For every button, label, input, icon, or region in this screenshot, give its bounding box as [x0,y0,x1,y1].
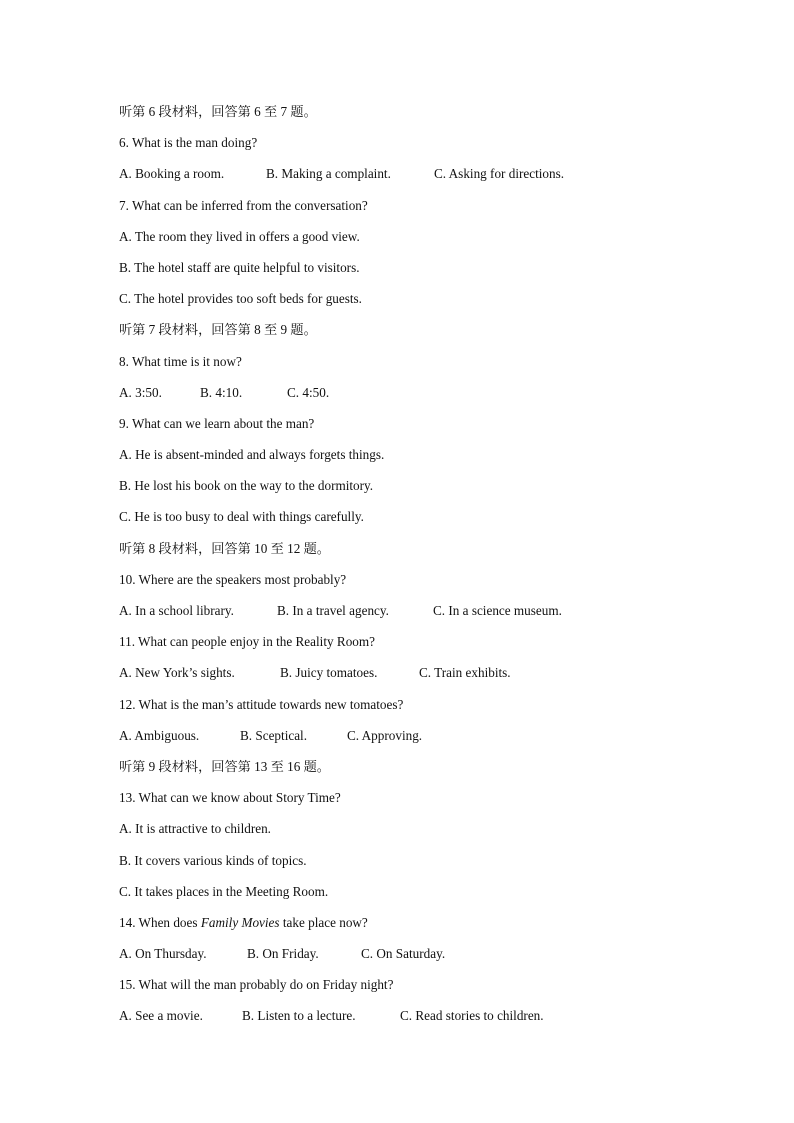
option-a[interactable]: A. The room they lived in offers a good view. [119,228,360,244]
question-14-prefix: 14. When does [119,914,201,930]
question-12: 12. What is the man’s attitude towards new tomatoes? [119,696,404,712]
question-9: 9. What can we learn about the man? [119,415,315,431]
question-12-options [119,726,739,757]
question-15: 15. What will the man probably do on Friday night? [119,977,394,993]
section-header: 听第 6 段材料，回答第 6 至 7 题。 [119,104,317,119]
option-b[interactable]: B. It covers various kinds of topics. [119,852,307,868]
option-a[interactable]: A. New York’s sights. [119,665,235,681]
question-8: 8. What time is it now? [119,353,242,369]
option-c[interactable]: C. Read stories to children. [400,1008,544,1024]
option-b[interactable]: B. On Friday. [247,946,319,962]
question-14-suffix: take place now? [279,914,368,930]
question-13: 13. What can we know about Story Time? [119,790,341,806]
option-a[interactable]: A. Booking a room. [119,166,225,182]
section-header: 听第 8 段材料，回答第 10 至 12 题。 [119,540,330,556]
option-a[interactable]: A. See a movie. [119,1008,203,1024]
option-c[interactable]: C. Approving. [347,727,423,743]
option-a[interactable]: A. In a school library. [119,603,234,618]
option-c[interactable]: C. He is too busy to deal with things carefully. [119,509,364,525]
option-a[interactable]: A. 3:50. [119,384,162,400]
option-c[interactable]: C. The hotel provides too soft beds for guests. [119,291,362,307]
option-a[interactable]: A. Ambiguous. [119,727,200,743]
question-7: 7. What can be inferred from the conversation? [119,197,368,213]
option-b[interactable]: B. Listen to a lecture. [242,1008,356,1024]
option-a[interactable]: A. It is attractive to children. [119,821,271,837]
option-b[interactable]: B. Juicy tomatoes. [280,665,378,681]
option-b[interactable]: B. Sceptical. [240,727,308,743]
option-c[interactable]: C. 4:50. [287,384,330,400]
exam-page [119,102,739,1038]
question-8-options [119,383,739,414]
option-b[interactable]: B. Making a complaint. [266,166,391,182]
question-14-options [119,944,739,975]
section-header: 听第 9 段材料，回答第 13 至 16 题。 [119,758,330,774]
question-10-options [119,601,739,632]
question-15-options [119,1006,739,1037]
option-b[interactable]: B. The hotel staff are quite helpful to visitors. [119,259,360,275]
option-a[interactable]: A. He is absent-minded and always forgets things. [119,447,385,463]
option-c[interactable]: C. On Saturday. [361,946,446,962]
option-b[interactable]: B. He lost his book on the way to the dormitory. [119,478,374,494]
question-11: 11. What can people enjoy in the Reality Room? [119,634,375,650]
option-a[interactable]: A. On Thursday. [119,946,207,962]
option-c[interactable]: C. Train exhibits. [419,665,511,681]
section-header: 听第 7 段材料，回答第 8 至 9 题。 [119,322,317,338]
question-14 [119,913,739,944]
option-c[interactable]: C. In a science museum. [433,603,562,618]
question-6: 6. What is the man doing? [119,135,258,151]
question-11-options [119,663,739,694]
option-b[interactable]: B. 4:10. [200,384,243,400]
option-b[interactable]: B. In a travel agency. [277,603,389,618]
question-6-options [119,164,739,195]
question-14-italic-title: Family Movies [200,914,280,930]
option-c[interactable]: C. Asking for directions. [434,166,565,182]
option-c[interactable]: C. It takes places in the Meeting Room. [119,883,329,899]
question-10: 10. Where are the speakers most probably? [119,571,347,587]
